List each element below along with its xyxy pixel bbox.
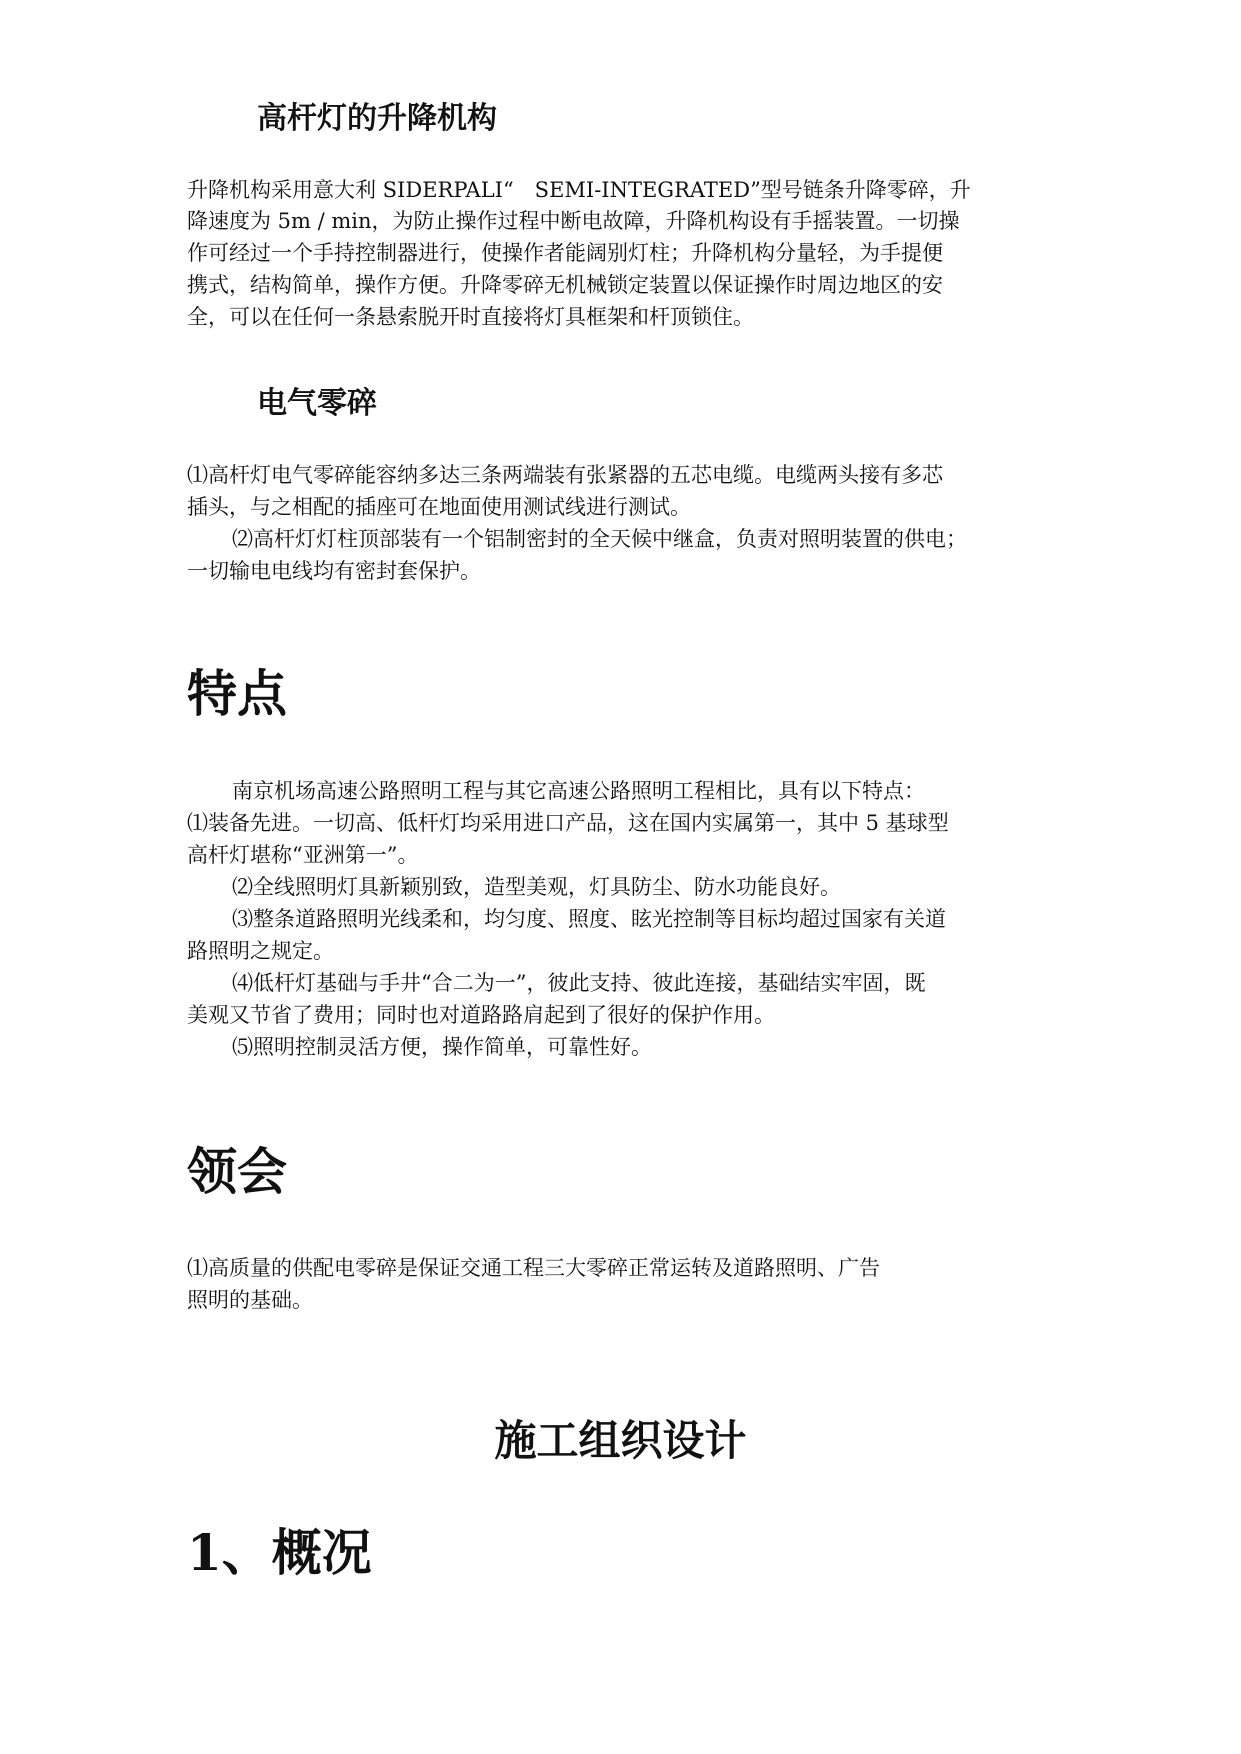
features-paragraph-line: 南京机场高速公路照明工程与其它高速公路照明工程相比，具有以下特点： [232,779,925,803]
electrical-paragraph-line: ⑴高杆灯电气零碎能容纳多达三条两端装有张紧器的五芯电缆。电缆两头接有多芯 [187,463,943,487]
construction-design-heading: 施工组织设计 [494,1416,747,1465]
electrical-paragraph-line: 插头，与之相配的插座可在地面使用测试线进行测试。 [187,495,691,519]
features-heading: 特点 [187,664,287,723]
insight-paragraph-line: ⑴高质量的供配电零碎是保证交通工程三大零碎正常运转及道路照明、广告 [187,1256,880,1280]
insight-paragraph-line: 照明的基础。 [187,1288,313,1312]
features-paragraph-line: ⑵全线照明灯具新颖别致，造型美观，灯具防尘、防水功能良好。 [232,875,841,899]
features-paragraph-line: 高杆灯堪称“亚洲第一”。 [187,843,419,867]
electrical-paragraph-line: ⑵高杆灯灯柱顶部装有一个铝制密封的全天候中继盒，负责对照明装置的供电； [232,527,967,551]
features-paragraph-line: 路照明之规定。 [187,939,334,963]
features-paragraph-line: ⑸照明控制灵活方便，操作简单，可靠性好。 [232,1035,652,1059]
insight-heading: 领会 [187,1142,287,1201]
electrical-paragraph-line: 一切输电电线均有密封套保护。 [187,559,481,583]
features-paragraph-line: ⑴装备先进。一切高、低杆灯均采用进口产品，这在国内实属第一，其中 5 基球型 [187,811,949,835]
lifting-paragraph-line: 作可经过一个手持控制器进行，使操作者能阔别灯柱；升降机构分量轻，为手提便 [187,241,943,265]
features-paragraph-line: ⑷低杆灯基础与手井“合二为一”，彼此支持、彼此连接，基础结实牢固，既 [232,971,926,995]
lifting-paragraph-line: 携式，结构简单，操作方便。升降零碎无机械锁定装置以保证操作时周边地区的安 [187,273,943,297]
features-paragraph-line: ⑶整条道路照明光线柔和，均匀度、照度、眩光控制等目标均超过国家有关道 [232,907,946,931]
lifting-paragraph-line: 降速度为 5m / min，为防止操作过程中断电故障，升降机构设有手摇装置。一切操 [187,209,960,233]
lifting-section-heading: 高杆灯的升降机构 [257,101,497,136]
features-paragraph-line: 美观又节省了费用；同时也对道路路肩起到了很好的保护作用。 [187,1003,775,1027]
electrical-section-heading: 电气零碎 [257,386,377,421]
lifting-paragraph-line: 升降机构采用意大利 SIDERPALI“ SEMI-INTEGRATED”型号链条升降零碎，升 [187,178,971,202]
overview-heading: 1、概况 [187,1523,372,1582]
lifting-paragraph-line: 全，可以在任何一条悬索脱开时直接将灯具框架和杆顶锁住。 [187,305,754,329]
